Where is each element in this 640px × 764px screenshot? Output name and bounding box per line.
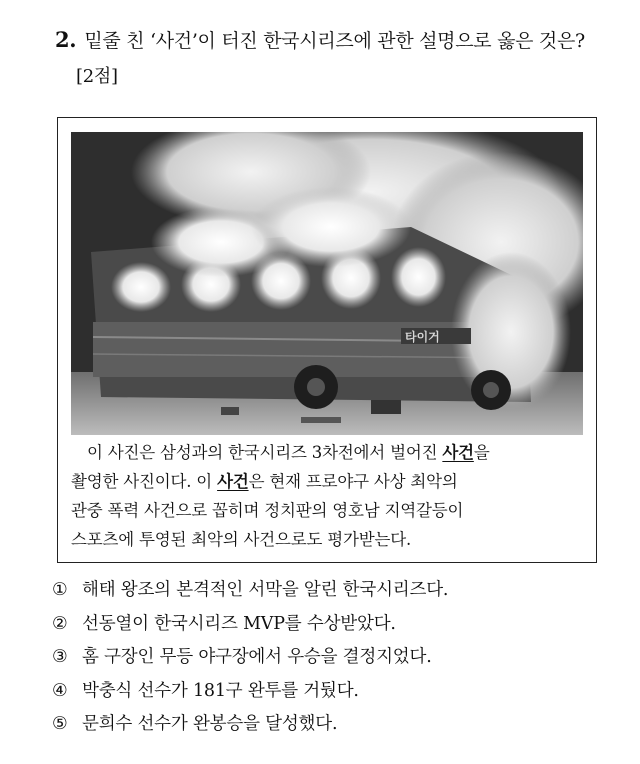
- caption-line-1: 이 사진은 삼성과의 한국시리즈 3차전에서 벌어진 사건을: [87, 443, 490, 462]
- bus-sign-text: 타이거: [405, 330, 440, 344]
- choice-text: 박충식 선수가 181구 완투를 거뒀다.: [82, 680, 359, 701]
- question-number: 2.: [55, 27, 77, 52]
- choice-text: 해태 왕조의 본격적인 서막을 알린 한국시리즈다.: [82, 580, 449, 600]
- choice-marker: ④: [52, 680, 68, 701]
- choice-text: 문희수 선수가 완봉승을 달성했다.: [82, 714, 338, 734]
- question-stem: [55, 22, 635, 94]
- answer-choice-1[interactable]: [52, 574, 632, 608]
- choice-marker: ①: [52, 580, 68, 600]
- source-box: [57, 117, 597, 563]
- answer-choice-2[interactable]: [52, 608, 632, 642]
- caption-line-3: 관중 폭력 사건으로 꼽히며 정치판의 영호남 지역갈등이: [71, 501, 464, 520]
- question-points: [2점]: [76, 66, 118, 87]
- answer-choices: [52, 574, 632, 742]
- question-text: 밑줄 친 ‘사건’이 터진 한국시리즈에 관한 설명으로 옳은 것은?: [84, 30, 585, 52]
- choice-marker: ②: [52, 613, 68, 634]
- choice-text: 홈 구장인 무등 야구장에서 우승을 결정지었다.: [82, 647, 432, 667]
- source-caption: [71, 438, 587, 554]
- caption-line-2: 촬영한 사진이다. 이 사건은 현재 프로야구 사상 최악의: [71, 472, 458, 491]
- underlined-keyword: 사건: [217, 472, 249, 491]
- choice-marker: ③: [52, 647, 68, 667]
- choice-marker: ⑤: [52, 714, 68, 734]
- burning-bus-photo: [71, 132, 583, 435]
- underlined-keyword: 사건: [442, 443, 474, 462]
- answer-choice-4[interactable]: [52, 675, 632, 709]
- answer-choice-3[interactable]: [52, 641, 632, 675]
- answer-choice-5[interactable]: [52, 708, 632, 742]
- choice-text: 선동열이 한국시리즈 MVP를 수상받았다.: [82, 613, 396, 634]
- caption-line-4: 스포츠에 투영된 최악의 사건으로도 평가받는다.: [71, 530, 412, 549]
